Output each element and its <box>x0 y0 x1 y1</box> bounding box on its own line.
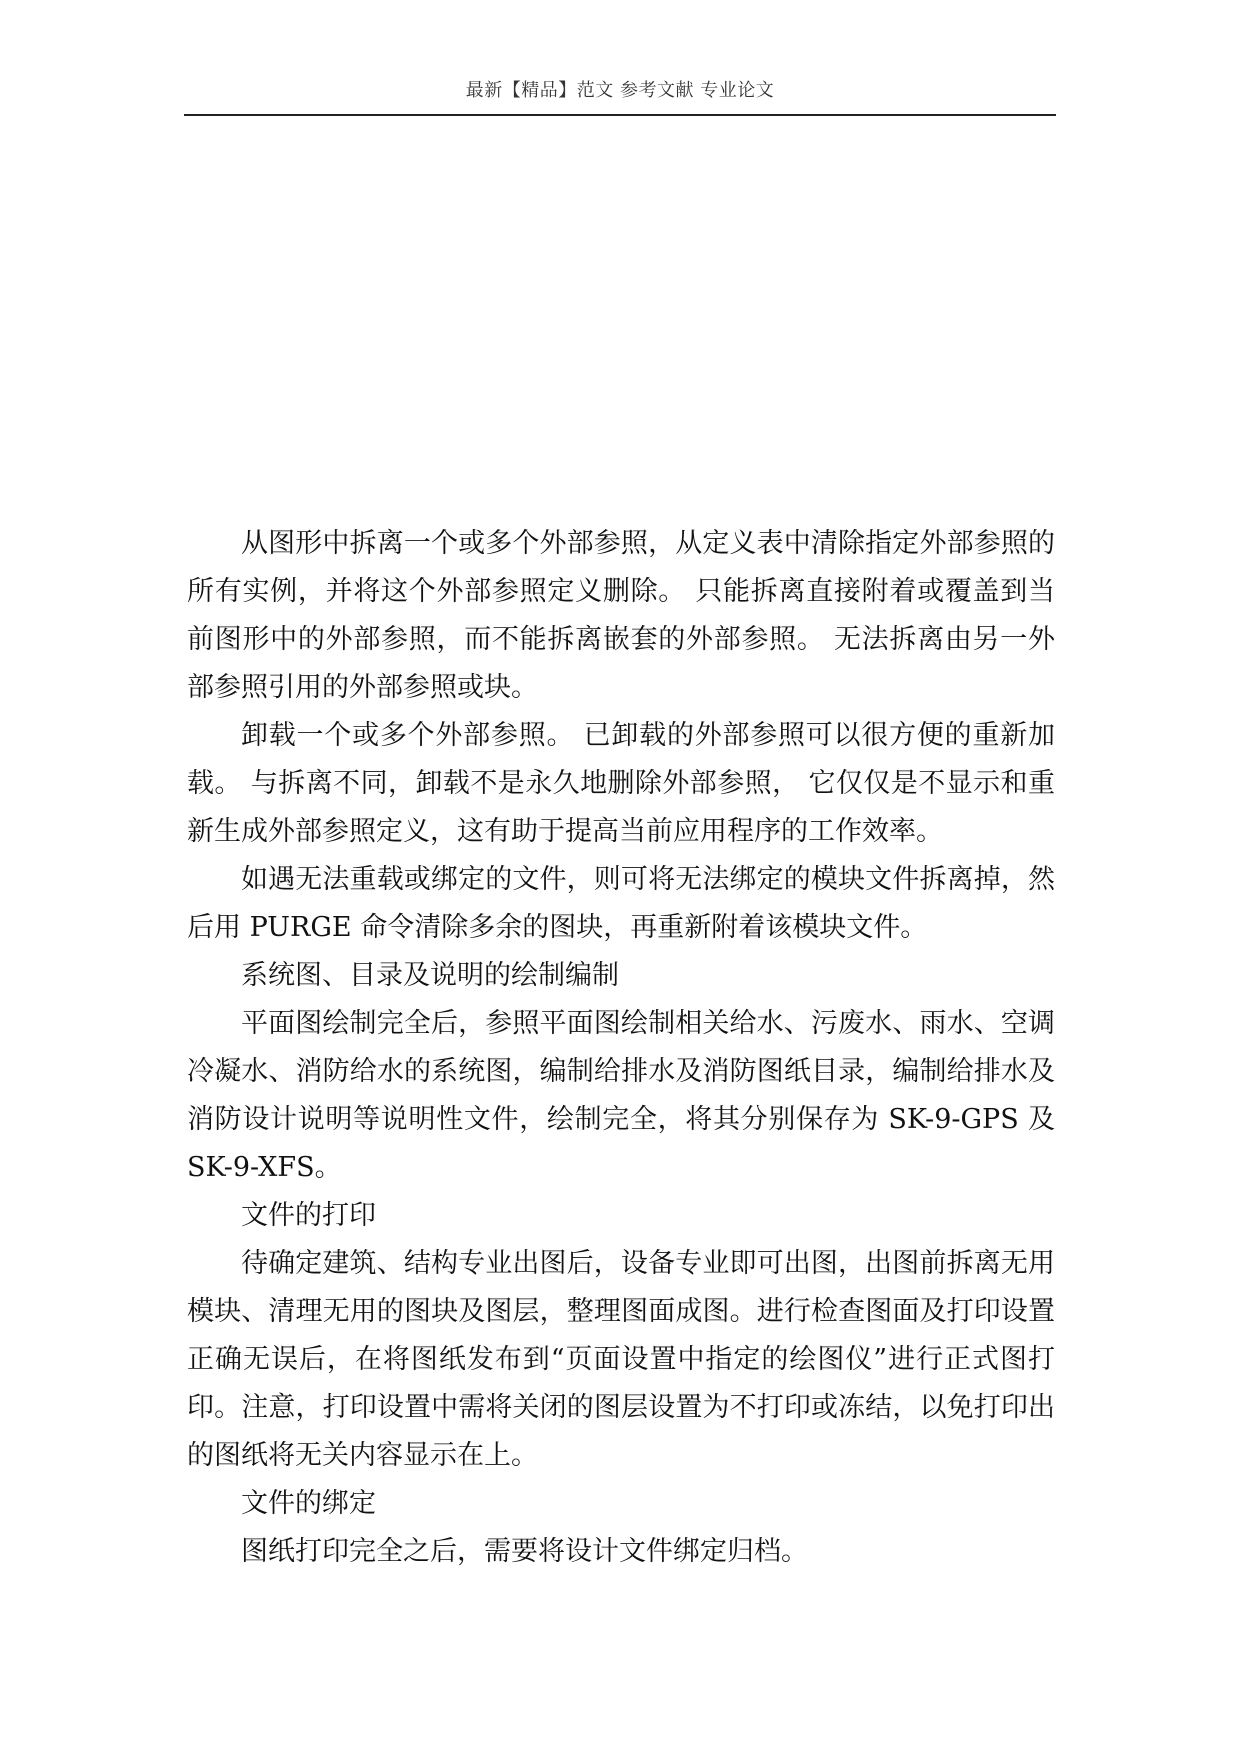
paragraph-detach-xref: 从图形中拆离一个或多个外部参照，从定义表中清除指定外部参照的所有实例，并将这个外部参照定义删除。 只能拆离直接附着或覆盖到当前图形中的外部参照，而不能拆离嵌套的外部参照。 无法拆离由另一外部参照引用的外部参照或块。 <box>187 528 1055 703</box>
heading-binding: 文件的绑定 <box>241 1488 376 1519</box>
heading-printing: 文件的打印 <box>241 1200 376 1231</box>
heading-system-drawings: 系统图、目录及说明的绘制编制 <box>241 960 619 991</box>
paragraph-binding: 图纸打印完全之后，需要将设计文件绑定归档。 <box>241 1536 808 1567</box>
paragraph-unload-xref: 卸载一个或多个外部参照。 已卸载的外部参照可以很方便的重新加载。 与拆离不同，卸载不是永久地删除外部参照， 它仅仅是不显示和重新生成外部参照定义，这有助于提高当前应用程序的工作效率。 <box>187 720 1055 847</box>
paragraph-printing: 待确定建筑、结构专业出图后，设备专业即可出图，出图前拆离无用模块、清理无用的图块及图层，整理图面成图。进行检查图面及打印设置正确无误后，在将图纸发布到“页面设置中指定的绘图仪”进行正式图打印。注意，打印设置中需将关闭的图层设置为不打印或冻结，以免打印出的图纸将无关内容显示在上。 <box>187 1248 1055 1471</box>
page-header <box>184 80 1056 116</box>
paragraph-system-drawings: 平面图绘制完全后，参照平面图绘制相关给水、污废水、雨水、空调冷凝水、消防给水的系统图，编制给排水及消防图纸目录，编制给排水及消防设计说明等说明性文件，绘制完全，将其分别保存为 SK-9-GPS 及 SK-9-XFS。 <box>187 1008 1055 1183</box>
document-body <box>187 520 1055 1576</box>
paragraph-purge: 如遇无法重载或绑定的文件，则可将无法绑定的模块文件拆离掉，然后用 PURGE 命令清除多余的图块，再重新附着该模块文件。 <box>187 864 1055 943</box>
header-text: 最新【精品】范文 参考文献 专业论文 <box>465 80 775 101</box>
